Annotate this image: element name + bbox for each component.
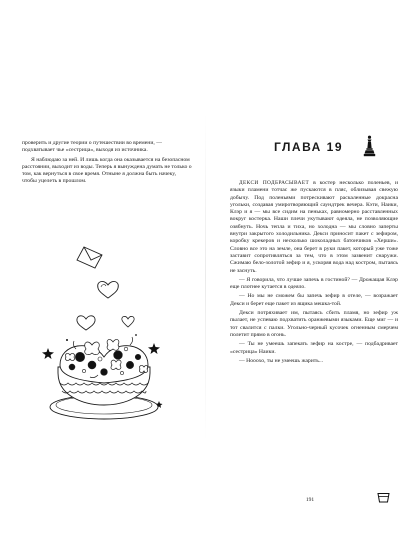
left-page — [22, 140, 192, 188]
lead-smallcaps: ДЕКСИ ПОДБРАСЫВАЕТ — [239, 180, 310, 186]
page-gutter — [205, 112, 206, 442]
right-paragraph-2: — Я говорила, что лучше запечь в гостиной? — Дрожащая Клэр еще плотнее кутается в одеяло. — [230, 276, 398, 291]
heart-icon-1 — [98, 281, 119, 298]
page-number: 191 — [305, 497, 315, 503]
right-paragraph-1-body: в костер несколько поленьев, и языки пламени тотчас же пускаются в пляс, облизывая свежую добычу. Под поленьями потрескивают раскаленные докрасна угольки, создавая умиротворяющий саундтрек вечера. Кэти, Наики, Клэр и я — мы все сидим на пеньках, равномерно расставленных вокруг костерка. Наши плечи укутывают одеяла, не позволяющие озябнуть. Ночь тепла и тиха, но холодна — мы словно заперты внутри закрытого холодильника. Декси приносит пакет с зефиром, коробку крекеров и несколько шоколадных батончиков «Херши». Словно все это на земле, она берет в руки пакет, который уже тоже заставит сопротивляться за тем, что в этом зазвенит снаружи. Сжимаю бело-золотой зефир и я, ускоряя вода над костром, пытаясь не заснуть. — [230, 180, 398, 274]
right-paragraph-5: — Ты не умеешь запекать зефир на костре, — подбадривает «сестрица» Наики. — [230, 341, 398, 355]
right-paragraph-4: Декси потряхивает им, пытаясь сбить пламя, но зефир уж пылает, не успеваю подхватить оранжевыми языками. Еще миг — и тот свалится с палки. Угольно-черный кусочек огненным смерчем полетит прямо в огонь. — [230, 310, 398, 338]
heart-icon-2 — [77, 316, 95, 330]
left-paragraph-2: Я наблюдаю за ней. И лишь когда она оказывается на безопасном расстоянии, выходит из воды. Теперь я вынуждена думать не только о том, как вернуться в свое время. Отныне я должна быть начеку, чтобы уцелеть в прошлом. — [22, 156, 192, 185]
heart-icon-3 — [122, 316, 134, 327]
left-paragraph-1: проверить и другие теории о путешествии во времени, — подхватывает чье «сестрица», выходя из источника. — [22, 140, 162, 154]
cup-icon — [377, 492, 390, 503]
cake-illustration — [42, 245, 164, 425]
chapter-title: ГЛАВА 19 — [274, 140, 344, 154]
right-paragraph-3: — Но мы не сможем бы запечь зефир в отеле, — возражает Декси и берет еще пакет из ящика мешка-той. — [230, 293, 398, 307]
right-paragraph-6: — Нооохо, ты не умеешь жарить... — [239, 357, 324, 364]
cake-icon — [50, 337, 158, 419]
chapter-heading — [230, 140, 398, 166]
chess-piece-icon — [363, 135, 376, 157]
right-paragraph-1 — [230, 180, 398, 275]
envelope-icon — [77, 247, 102, 268]
right-page — [230, 140, 398, 367]
